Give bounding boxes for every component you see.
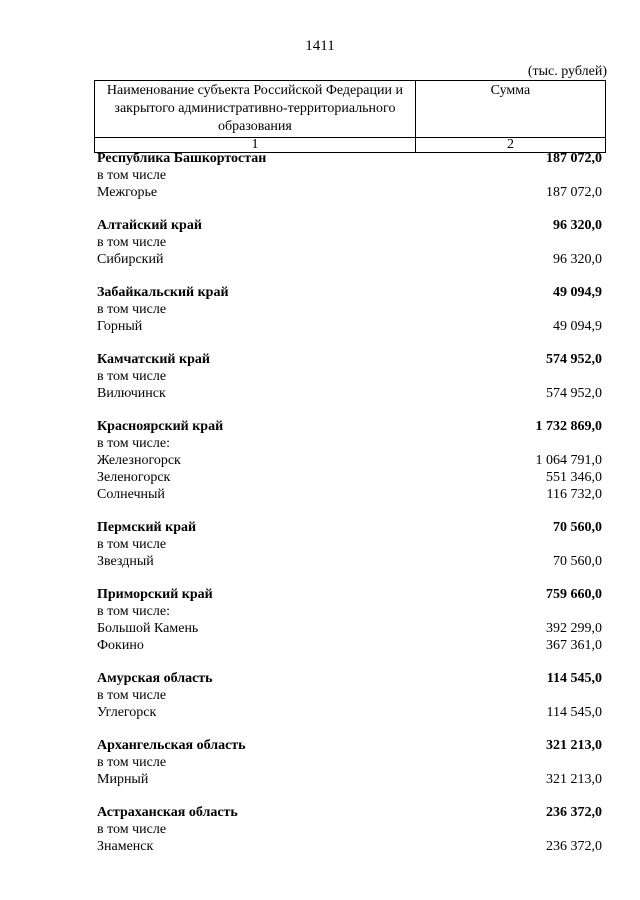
territory-amount: 187 072,0 — [546, 185, 602, 200]
subtotal-label-row — [97, 435, 602, 452]
units-label: (тыс. рублей) — [527, 64, 607, 79]
region-row — [97, 804, 602, 821]
territory-amount: 321 213,0 — [546, 772, 602, 787]
region-name: Камчатский край — [97, 352, 210, 367]
region-total: 187 072,0 — [546, 151, 602, 166]
region-name: Приморский край — [97, 587, 213, 602]
column-2-number: 2 — [415, 138, 605, 153]
territory-row — [97, 838, 602, 855]
territory-row — [97, 385, 602, 402]
column-1-header: Наименование субъекта Российской Федерации и закрытого административно-территориального образования — [95, 81, 416, 138]
region-row — [97, 670, 602, 687]
territory-name: Вилючинск — [97, 386, 166, 401]
region-name: Алтайский край — [97, 218, 202, 233]
territory-row — [97, 704, 602, 721]
region-row — [97, 418, 602, 435]
territory-amount: 49 094,9 — [553, 319, 602, 334]
region-name: Астраханская область — [97, 805, 238, 820]
territory-amount: 392 299,0 — [546, 621, 602, 636]
region-total: 114 545,0 — [546, 671, 602, 686]
region-total: 70 560,0 — [553, 520, 602, 535]
including-label: в том числе — [97, 537, 167, 552]
territory-name: Горный — [97, 319, 143, 334]
territory-amount: 1 064 791,0 — [535, 453, 602, 468]
region-total: 236 372,0 — [546, 805, 602, 820]
subtotal-label-row — [97, 167, 602, 184]
territory-row — [97, 469, 602, 486]
territory-row — [97, 251, 602, 268]
column-2-header: Сумма — [415, 81, 605, 138]
including-label: в том числе — [97, 302, 167, 317]
territory-amount: 367 361,0 — [546, 638, 602, 653]
region-row — [97, 284, 602, 301]
region-total: 574 952,0 — [546, 352, 602, 367]
including-label: в том числе: — [97, 604, 170, 619]
subtotal-label-row — [97, 754, 602, 771]
including-label: в том числе — [97, 755, 167, 770]
territory-row — [97, 184, 602, 201]
column-1-number: 1 — [95, 138, 416, 153]
region-total: 1 732 869,0 — [535, 419, 602, 434]
territory-row — [97, 553, 602, 570]
territory-name: Углегорск — [97, 705, 157, 720]
subtotal-label-row — [97, 536, 602, 553]
including-label: в том числе — [97, 168, 167, 183]
territory-row — [97, 452, 602, 469]
region-block — [97, 737, 602, 788]
region-block — [97, 418, 602, 503]
page-number: 1411 — [305, 38, 335, 54]
territory-name: Знаменск — [97, 839, 154, 854]
region-block — [97, 351, 602, 402]
territory-name: Мирный — [97, 772, 149, 787]
region-name: Пермский край — [97, 520, 197, 535]
subtotal-label-row — [97, 821, 602, 838]
region-block — [97, 284, 602, 335]
region-block — [97, 670, 602, 721]
territory-amount: 236 372,0 — [546, 839, 602, 854]
region-name: Забайкальский край — [97, 285, 229, 300]
territory-amount: 70 560,0 — [553, 554, 602, 569]
region-block — [97, 804, 602, 855]
region-name: Красноярский край — [97, 419, 224, 434]
table-body — [97, 150, 602, 871]
region-block — [97, 519, 602, 570]
region-total: 96 320,0 — [553, 218, 602, 233]
region-block — [97, 586, 602, 654]
territory-row — [97, 620, 602, 637]
territory-row — [97, 637, 602, 654]
territory-amount: 574 952,0 — [546, 386, 602, 401]
territory-amount: 96 320,0 — [553, 252, 602, 267]
header-title-row — [95, 81, 606, 138]
region-row — [97, 737, 602, 754]
subtotal-label-row — [97, 301, 602, 318]
including-label: в том числе — [97, 822, 167, 837]
territory-amount: 116 732,0 — [546, 487, 602, 502]
including-label: в том числе — [97, 688, 167, 703]
subtotal-label-row — [97, 368, 602, 385]
territory-name: Фокино — [97, 638, 144, 653]
region-name: Амурская область — [97, 671, 213, 686]
subtotal-label-row — [97, 687, 602, 704]
territory-amount: 551 346,0 — [546, 470, 602, 485]
region-row — [97, 217, 602, 234]
including-label: в том числе — [97, 235, 167, 250]
region-name: Архангельская область — [97, 738, 246, 753]
territory-name: Зеленогорск — [97, 470, 171, 485]
region-row — [97, 150, 602, 167]
region-block — [97, 150, 602, 201]
territory-amount: 114 545,0 — [546, 705, 602, 720]
territory-name: Большой Камень — [97, 621, 199, 636]
region-row — [97, 586, 602, 603]
including-label: в том числе: — [97, 436, 170, 451]
region-total: 759 660,0 — [546, 587, 602, 602]
territory-name: Звездный — [97, 554, 154, 569]
including-label: в том числе — [97, 369, 167, 384]
region-row — [97, 519, 602, 536]
territory-name: Межгорье — [97, 185, 158, 200]
subtotal-label-row — [97, 234, 602, 251]
region-name: Республика Башкортостан — [97, 151, 267, 166]
subtotal-label-row — [97, 603, 602, 620]
region-total: 321 213,0 — [546, 738, 602, 753]
territory-name: Сибирский — [97, 252, 164, 267]
region-total: 49 094,9 — [553, 285, 602, 300]
region-block — [97, 217, 602, 268]
territory-name: Солнечный — [97, 487, 165, 502]
territory-name: Железногорск — [97, 453, 181, 468]
region-row — [97, 351, 602, 368]
table-header — [94, 80, 606, 153]
territory-row — [97, 486, 602, 503]
territory-row — [97, 318, 602, 335]
territory-row — [97, 771, 602, 788]
